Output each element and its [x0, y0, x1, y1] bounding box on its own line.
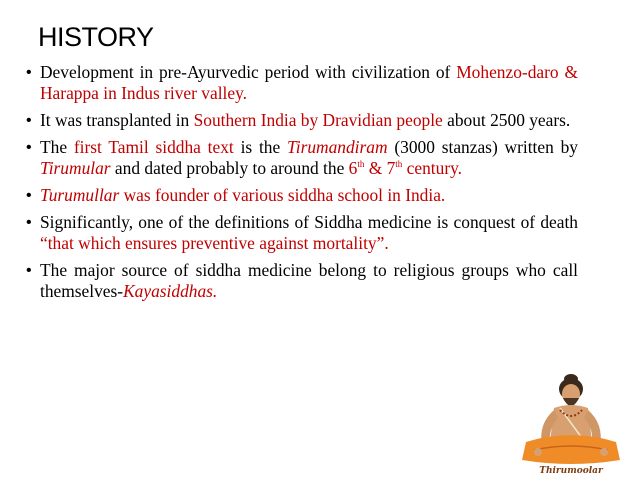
bullet-text: (3000 stanzas) written by [387, 137, 578, 157]
sage-illustration [508, 372, 634, 476]
bullet-text: It was transplanted in [40, 110, 194, 130]
bullet-text: is the [233, 137, 288, 157]
bullet-text: Significantly, one of the definitions of Siddha medicine is conquest of death [40, 212, 578, 232]
bullet-text: Southern India by Dravidian people [193, 110, 443, 130]
bullet-text: was founder of various siddha school in India. [119, 185, 446, 205]
bullet-text: The [40, 137, 74, 157]
bullet-text: th [357, 159, 365, 170]
bullet-item [26, 185, 578, 206]
bullet-text: Tirumular [40, 158, 111, 178]
bullet-text: Development in pre-Ayurvedic period with civilization of [40, 62, 457, 82]
bullet-text: Mohenzo-daro & Harappa in Indus river valley. [40, 62, 578, 103]
bullet-text: Turumullar [40, 185, 120, 205]
sage-caption: Thirumoolar [539, 466, 603, 476]
bullet-text: th [395, 159, 403, 170]
bullet-list [26, 62, 578, 308]
bullet-text: first Tamil siddha text [73, 137, 234, 157]
bullet-text: “that which ensures preventive against mortality”. [40, 233, 389, 253]
slide-title: HISTORY [38, 22, 154, 52]
bullet-text: and dated probably to around the [110, 158, 349, 178]
bullet-text: Kayasiddhas. [123, 281, 218, 301]
bullet-text: century. [402, 158, 463, 178]
bullet-item [26, 260, 578, 302]
bullet-item [26, 110, 578, 131]
bullet-item [26, 137, 578, 179]
meditating-sage-icon [522, 374, 620, 464]
bullet-item [26, 62, 578, 104]
bullet-text: & 7 [364, 158, 396, 178]
bullet-item [26, 212, 578, 254]
bullet-text: The major source of siddha medicine belong to religious groups who call themselves- [40, 260, 578, 301]
bullet-text: Tirumandiram [287, 137, 388, 157]
bullet-text: about 2500 years. [442, 110, 571, 130]
bullet-text: 6 [348, 158, 358, 178]
